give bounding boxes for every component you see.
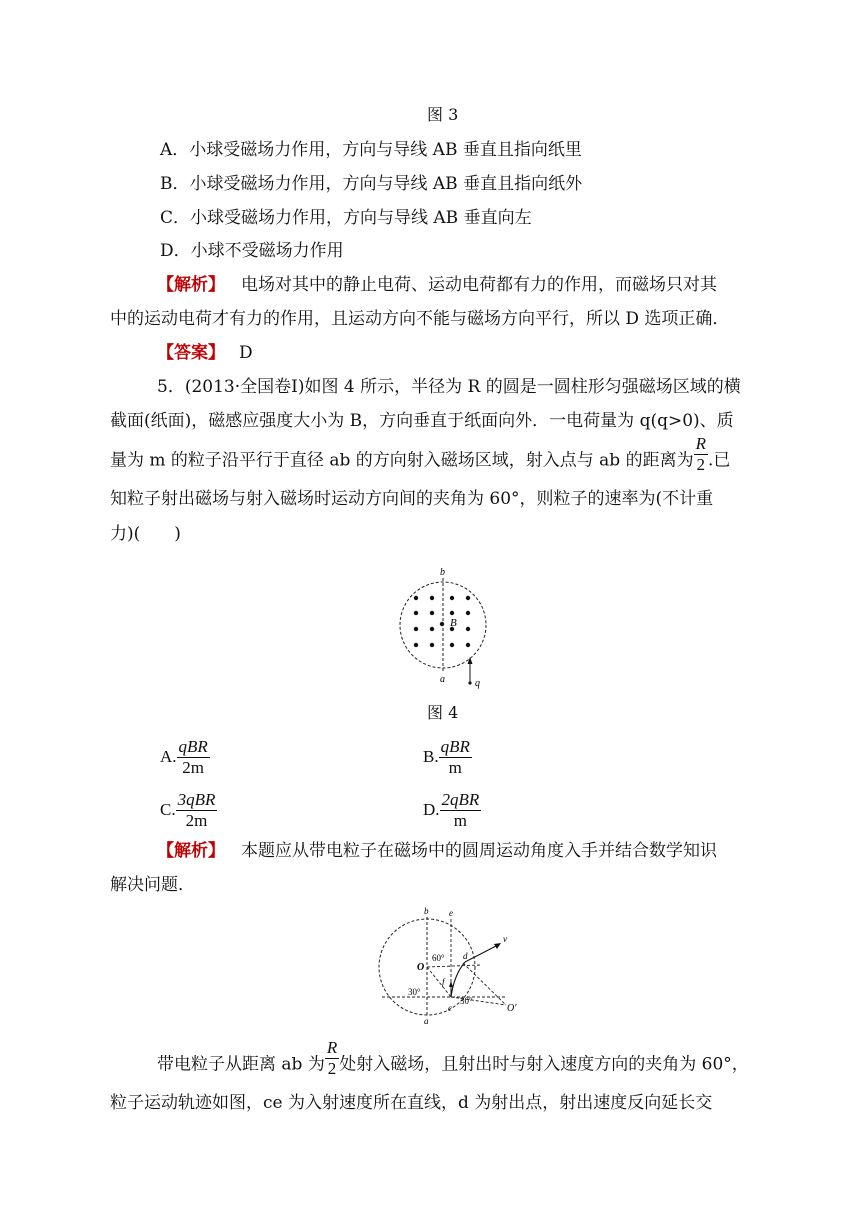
q5-option-a: A. $\frac{\text{qBR}}{2m}$ — [160, 737, 208, 777]
q5-line1: 5．(2013·全国卷Ⅰ)如图 4 所示，半径为 R 的圆是一圆柱形匀强磁场区域的横 — [157, 377, 741, 397]
fig3-caption: 图 3 — [427, 105, 459, 124]
analysis-text: 本题应从带电粒子在磁场中的圆周运动角度入手并结合数学知识 — [241, 841, 717, 861]
answer-value: D — [239, 343, 253, 363]
q5-option-b: B. $\frac{\text{qBR}}{m}$ — [423, 737, 470, 777]
fig4-label-b: b — [440, 567, 445, 578]
fig5-label-30deg-left: 30° — [408, 987, 421, 997]
fraction-r-over-2: $\frac{R}{2}$ — [695, 434, 706, 474]
fig4-magnetic-field-diagram — [390, 565, 500, 690]
q5-line3 — [110, 434, 731, 474]
fig5-label-60deg: 60° — [432, 953, 445, 963]
fig5-label-e: e — [449, 908, 453, 918]
fig4-label-B: B — [450, 617, 457, 629]
analysis-label: 【解析】 — [157, 275, 225, 295]
fig4-caption: 图 4 — [427, 703, 459, 722]
answer-label: 【答案】 — [157, 343, 225, 363]
q4-option-d: D．小球不受磁场力作用 — [160, 241, 344, 261]
q4-analysis-line2: 中的运动电荷才有力的作用，且运动方向不能与磁场方向平行，所以 D 选项正确． — [110, 309, 730, 329]
q4-analysis-line1 — [157, 277, 717, 294]
q5-line3-text: 量为 m 的粒子沿平行于直径 ab 的方向射入磁场区域，射入点与 ab 的距离为 — [110, 450, 694, 471]
q5-option-d: D. $\frac{\text{2qBR}}{m}$ — [423, 790, 480, 830]
q5-option-c: C. $\frac{\text{3qBR}}{2m}$ — [160, 790, 216, 830]
fig5-solution-diagram — [370, 905, 520, 1025]
fig5-label-30deg-right: 30° — [460, 996, 473, 1006]
fig4-label-a: a — [440, 674, 445, 685]
analysis-text: 电场对其中的静止电荷、运动电荷都有力的作用，而磁场只对其 — [241, 275, 717, 295]
fig5-label-d: d — [463, 951, 468, 961]
q5-analysis-line1 — [157, 843, 717, 860]
fig5-label-v: v — [503, 934, 507, 944]
q5-solution-line1: 带电粒子从距离 ab 为 $\frac{R}{2}$ 处射入磁场，且射出时与射入速度方向的夹角为 60°， — [157, 1038, 749, 1078]
q5-solution-line2: 粒子运动轨迹如图，ce 为入射速度所在直线，d 为射出点，射出速度反向延长交 — [110, 1093, 713, 1113]
q5-line2: 截面(纸面)，磁感应强度大小为 B，方向垂直于纸面向外．一电荷量为 q(q>0)、质 — [110, 411, 734, 431]
q4-option-b: B．小球受磁场力作用，方向与导线 AB 垂直且指向纸外 — [160, 174, 583, 194]
fig4-label-q: q — [475, 678, 480, 689]
fig5-label-O-prime: O′ — [507, 1003, 517, 1014]
q5-line4: 知粒子射出磁场与射入磁场时运动方向间的夹角为 60°，则粒子的速率为(不计重 — [110, 489, 714, 509]
fig5-label-O: O — [417, 962, 425, 973]
q4-option-c: C．小球受磁场力作用，方向与导线 AB 垂直向左 — [160, 208, 532, 228]
fig5-label-f: f — [442, 977, 445, 987]
fig5-label-b: b — [424, 906, 429, 916]
fig5-label-c: c — [448, 1003, 452, 1013]
analysis-label: 【解析】 — [157, 841, 225, 861]
q4-option-a: A．小球受磁场力作用，方向与导线 AB 垂直且指向纸里 — [160, 140, 582, 160]
fig5-label-a: a — [424, 1016, 429, 1025]
q5-line5: 力)( ) — [110, 524, 181, 544]
q5-analysis-line2: 解决问题． — [110, 875, 195, 895]
q4-answer — [157, 345, 253, 362]
q5-line3-end: .已 — [707, 450, 731, 471]
fraction-r-over-2: $\frac{R}{2}$ — [326, 1038, 338, 1078]
